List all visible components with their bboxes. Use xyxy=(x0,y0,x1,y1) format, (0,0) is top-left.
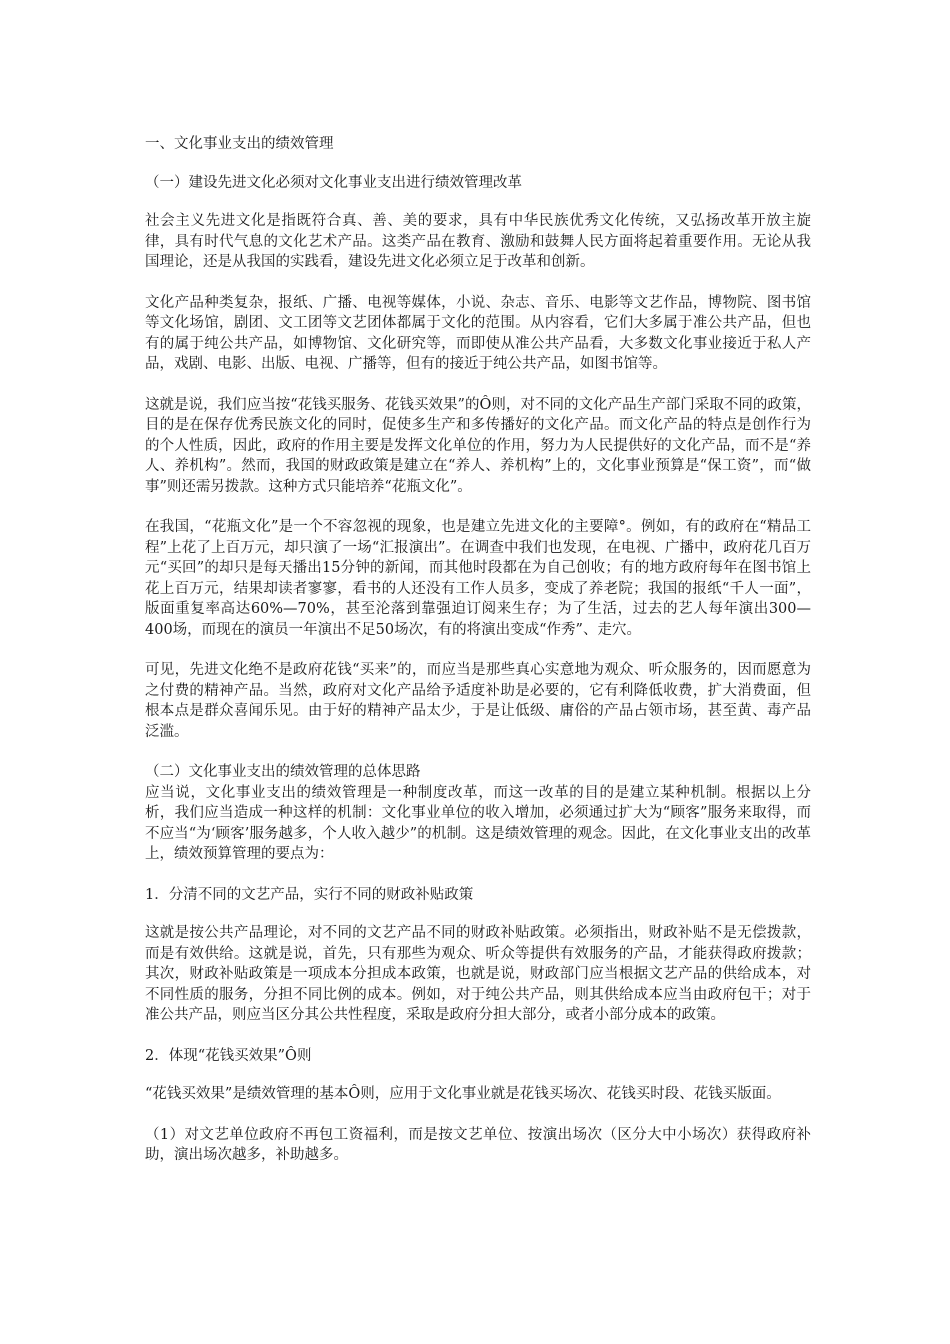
paragraph: 应当说，文化事业支出的绩效管理是一种制度改革，而这一改革的目的是建立某种机制。根据以上分析，我们应当造成一种这样的机制：文化事业单位的收入增加，必须通过扩大为“顾客”服务来取得，而不应当“为‘顾客’服务越多，个人收入越少”的机制。这是绩效管理的观念。因此，在文化事业支出的改革上，绩效预算管理的要点为： xyxy=(145,784,811,862)
paragraph: 在我国，“花瓶文化”是一个不容忽视的现象，也是建立先进文化的主要障°。例如，有的政府在“精品工程”上花了上百万元，却只演了一场“汇报演出”。在调查中我们也发现，在电视、广播中，政府花几百万元“买回”的却只是每天播出15分钟的新闻，而其他时段都在为自己创收；有的地方政府每年在图书馆上花上百万元，结果却读者寥寥，看书的人还没有工作人员多，变成了养老院；我国的报纸“千人一面”，版面重复率高达60%—70%，甚至沦落到靠强迫订阅来生存；为了生活，过去的艺人每年演出300—400场，而现在的演员一年演出不足50场次，有的将演出变成“作秀”、走穴。 xyxy=(145,519,811,638)
paragraph: （1）对文艺单位政府不再包工资福利，而是按文艺单位、按演出场次（区分大中小场次）获得政府补助，演出场次越多，补助越多。 xyxy=(145,1126,811,1163)
paragraph: 这就是按公共产品理论，对不同的文艺产品不同的财政补贴政策。必须指出，财政补贴不是无偿拨款，而是有效供给。这就是说，首先，只有那些为观众、听众等提供有效服务的产品，才能获得政府拨款；其次，财政补贴政策是一项成本分担成本政策，也就是说，财政部门应当根据文艺产品的供给成本，对不同性质的服务，分担不同比例的成本。例如，对于纯公共产品，则其供给成本应当由政府包干；对于准公共产品，则应当区分其公共性程度，采取是政府分担大部分，或者小部分成本的政策。 xyxy=(145,925,811,1023)
section-heading: 一、文化事业支出的绩效管理 xyxy=(145,136,334,152)
subsection-heading: （一）建设先进文化必须对文化事业支出进行绩效管理改革 xyxy=(145,174,522,191)
paragraph: 这就是说，我们应当按“花钱买服务、花钱买效果”的Ô则，对不同的文化产品生产部门采取不同的政策，目的是在保存优秀民族文化的同时，促使多生产和多传播好的文化产品。而文化产品的特点是创作行为的个人性质，因此，政府的作用主要是发挥文化单位的作用，努力为人民提供好的文化产品，而不是“养人、养机构”。然而，我国的财政政策是建立在“养人、养机构”上的，文化事业预算是“保工资”，而“做事”则还需另拨款。这种方式只能培养“花瓶文化”。 xyxy=(145,396,811,495)
item-heading: 1．分清不同的文艺产品，实行不同的财政补贴政策 xyxy=(145,886,474,903)
paragraph: “花钱买效果”是绩效管理的基本Ô则，应用于文化事业就是花钱买场次、花钱买时段、花钱买版面。 xyxy=(145,1086,781,1102)
paragraph: 文化产品种类复杂，报纸、广播、电视等媒体，小说、杂志、音乐、电影等文艺作品，博物院、图书馆等文化场馆，剧团、文工团等文艺团体都属于文化的范围。从内容看，它们大多属于准公共产品，但也有的属于纯公共产品，如博物馆、文化研究等，而即使从准公共产品看，大多数文化事业接近于私人产品，戏剧、电影、出版、电视、广播等，但有的接近于纯公共产品，如图书馆等。 xyxy=(145,294,811,372)
paragraph: 社会主义先进文化是指既符合真、善、美的要求，具有中华民族优秀文化传统，又弘扬改革开放主旋律，具有时代气息的文化艺术产品。这类产品在教育、激励和鼓舞人民方面将起着重要作用。无论从我国理论，还是从我国的实践看，建设先进文化必须立足于改革和创新。 xyxy=(145,213,811,270)
subsection-heading: （二）文化事业支出的绩效管理的总体思路 xyxy=(145,764,421,780)
paragraph: 可见，先进文化绝不是政府花钱“买来”的，而应当是那些真心实意地为观众、听众服务的，因而愿意为之付费的精神产品。当然，政府对文化产品给予适度补助是必要的，它有利降低收费，扩大消费面，但根本点是群众喜闻乐见。由于好的精神产品太少，于是让低级、庸俗的产品占领市场，甚至黄、毒产品泛滥。 xyxy=(145,662,811,740)
item-heading: 2．体现“花钱买效果”Ô则 xyxy=(145,1047,312,1064)
document-body xyxy=(145,134,811,1186)
